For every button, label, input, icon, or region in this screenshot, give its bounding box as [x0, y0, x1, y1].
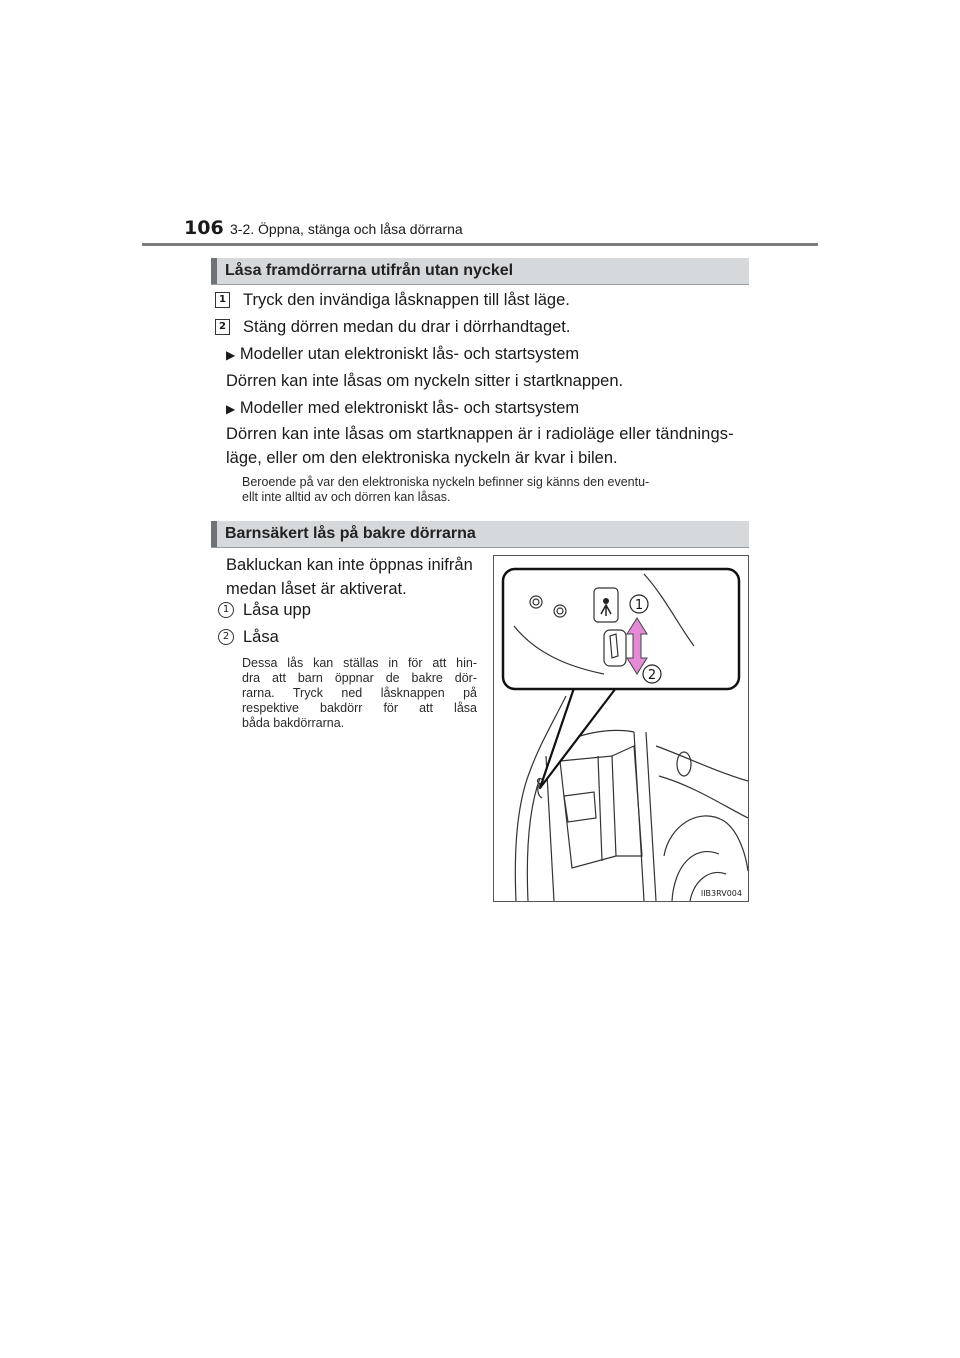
section-path: 3-2. Öppna, stänga och låsa dörrarna — [230, 221, 463, 237]
item-number-2: 2 — [218, 629, 234, 645]
note-line: båda bakdörrarna. — [242, 716, 345, 730]
note-line2: ellt inte alltid av och dörren kan låsas. — [242, 490, 451, 504]
item-text-unlock: Låsa upp — [243, 601, 311, 619]
section-accent — [211, 258, 217, 284]
note-line: rarna. Tryck ned låsknappen på — [242, 686, 477, 700]
section-heading-front-doors — [211, 258, 749, 284]
step-badge-1: 1 — [215, 292, 230, 308]
model-label: Modeller utan elektroniskt lås- och startsystem — [239, 345, 580, 363]
item-number-1: 1 — [218, 602, 234, 618]
section-title: Barnsäkert lås på bakre dörrarna — [225, 525, 476, 542]
model-text-without: Dörren kan inte låsas om nyckeln sitter i startknappen. — [226, 372, 624, 390]
model-heading-without — [226, 342, 579, 367]
note-line: respektive bakdörr för att låsa — [242, 701, 477, 715]
callout-number-2: 2 — [647, 668, 657, 683]
section-title: Låsa framdörrarna utifrån utan nyckel — [225, 262, 514, 279]
item-text-lock: Låsa — [243, 628, 279, 646]
intro-line1: Bakluckan kan inte öppnas inifrån — [226, 556, 473, 574]
section-rule — [211, 547, 749, 548]
step-text-2: Stäng dörren medan du drar i dörrhandtaget. — [243, 318, 571, 336]
header-rule — [142, 243, 818, 246]
note-line: Dessa lås kan ställas in för att hin- — [242, 656, 477, 670]
section-heading-child-lock — [211, 521, 749, 547]
intro-line2: medan låset är aktiverat. — [226, 580, 407, 598]
door-drawing — [494, 556, 748, 901]
section-rule — [211, 284, 749, 285]
page-number: 106 — [184, 217, 224, 239]
illustration-code: IIB3RV004 — [700, 889, 742, 898]
note-line1: Beroende på var den elektroniska nyckeln befinner sig känns den eventu- — [242, 475, 650, 489]
child-lock-note — [242, 656, 477, 731]
callout-number-1: 1 — [634, 598, 644, 613]
triangle-bullet-icon: ▶ — [226, 348, 236, 362]
model-label: Modeller med elektroniskt lås- och startsystem — [239, 399, 580, 417]
step-text-1: Tryck den invändiga låsknappen till låst läge. — [243, 291, 570, 309]
child-lock-illustration — [493, 555, 749, 902]
model-heading-with — [226, 396, 579, 421]
model-text-with-line2: läge, eller om den elektroniska nyckeln är kvar i bilen. — [226, 449, 618, 467]
note-line: dra att barn öppnar de bakre dör- — [242, 671, 477, 685]
section-accent — [211, 521, 217, 547]
model-text-with-line1: Dörren kan inte låsas om startknappen är i radioläge eller tändnings- — [226, 425, 734, 443]
step-badge-2: 2 — [215, 319, 230, 335]
triangle-bullet-icon: ▶ — [226, 402, 236, 416]
